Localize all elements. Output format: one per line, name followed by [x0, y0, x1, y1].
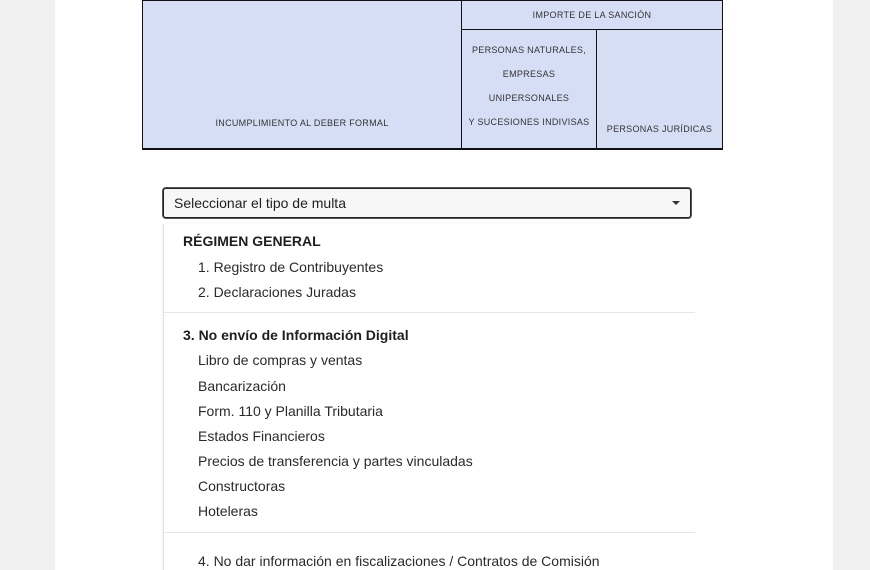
naturales-line-1: PERSONAS NATURALES,	[471, 45, 587, 55]
fine-type-dropdown[interactable]	[163, 224, 695, 570]
naturales-line-2: EMPRESAS UNIPERSONALES	[488, 69, 570, 103]
deber-formal-header: INCUMPLIMIENTO AL DEBER FORMAL	[143, 1, 462, 150]
option-estados-financieros[interactable]: Estados Financieros	[198, 428, 325, 444]
option-constructoras[interactable]: Constructoras	[198, 478, 286, 494]
group-informacion-digital: 3. No envío de Información Digital	[183, 327, 409, 343]
option-libro-compras-ventas[interactable]: Libro de compras y ventas	[198, 352, 363, 368]
option-declaraciones-juradas[interactable]: 2. Declaraciones Juradas	[198, 284, 356, 300]
option-no-dar-informacion[interactable]: 4. No dar información en fiscalizaciones / Contratos de Comisión	[198, 553, 600, 569]
naturales-line-3: Y SUCESIONES INDIVISAS	[468, 117, 590, 127]
sanction-table	[142, 0, 723, 150]
option-hoteleras[interactable]: Hoteleras	[198, 503, 258, 519]
fine-type-select[interactable]	[163, 188, 691, 218]
group-separator	[164, 532, 695, 533]
select-value: Seleccionar el tipo de multa	[174, 195, 346, 211]
chevron-down-icon	[672, 201, 680, 205]
option-precios-transferencia[interactable]: Precios de transferencia y partes vinculadas	[198, 453, 473, 469]
option-registro-contribuyentes[interactable]: 1. Registro de Contribuyentes	[198, 259, 384, 275]
option-form-110[interactable]: Form. 110 y Planilla Tributaria	[198, 403, 383, 419]
group-separator	[164, 312, 695, 313]
importe-sancion-header: IMPORTE DE LA SANCIÓN	[462, 1, 723, 30]
personas-juridicas-header: PERSONAS JURÍDICAS	[597, 30, 723, 150]
option-bancarizacion[interactable]: Bancarización	[198, 378, 286, 394]
personas-naturales-header	[462, 30, 597, 150]
group-regimen-general: RÉGIMEN GENERAL	[183, 233, 321, 249]
